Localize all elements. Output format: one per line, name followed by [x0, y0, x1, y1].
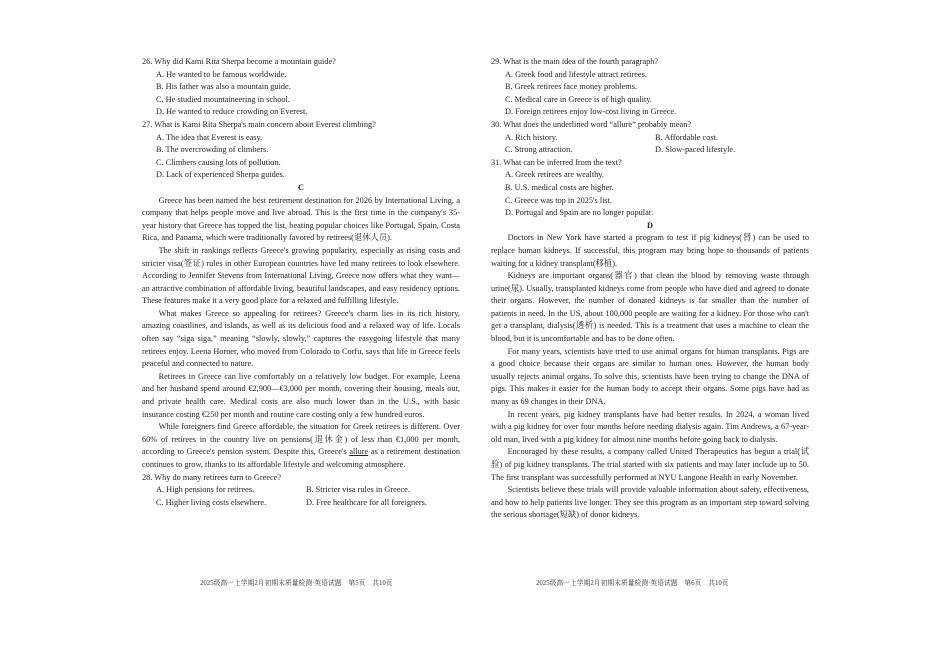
question-29-stem: 29. What is the main idea of the fourth paragraph? — [491, 57, 659, 66]
passage-c-paragraph-2: The shift in rankings reflects Greece's growing popularity, especially as rising costs and stricter visa(签证) rules in other European countries have led many retirees to look elsewhere. According to Jennifer Stevens from International Living, Greece now offers what they want—an attractive combination of affordable living, beautiful landscapes, and easy residency options. These features make it a very good place for a relaxed and fulfilling lifestyle. — [142, 245, 460, 306]
right-page-column — [491, 56, 809, 522]
underlined-word-allure: allure — [349, 447, 369, 457]
question-30-option-a: A. Rich history. — [505, 132, 558, 142]
question-31-option-a: A. Greek retirees are wealthy. — [505, 170, 604, 180]
question-28-options-row-1 — [142, 484, 460, 497]
passage-c-paragraph-1: Greece has been named the best retirement destination for 2026 by International Living, a company that helps people move and live abroad. This is the first time in the company's 35-year history that Greece has topped the list, beating popular choices like Portugal, Spain, Costa Rica, and Panama, which were traditionally favored by retirees(退休人员). — [142, 195, 460, 243]
question-31-option-d: D. Portugal and Spain are no longer popular. — [505, 208, 654, 218]
left-page-footer: 2025级高一上学期2月初期末质量检测·英语试题 第5页 共10页 — [200, 580, 393, 587]
question-31-option-c: C. Greece was top in 2025's list. — [505, 195, 613, 205]
passage-d-paragraph-4: In recent years, pig kidney transplants have had better results. In 2024, a woman lived with a pig kidney for over four months before needing dialysis again. Tim Andrews, a 67-year-old man, lived with a pig kidney for almost nine months before going back to dialysis. — [491, 409, 809, 444]
passage-d-paragraph-1: Doctors in New York have started a program to test if pig kidneys(肾) can be used to replace human kidneys. If successful, this program may bring hope to thousands of patients waiting for a kidney transplant(移植). — [491, 233, 809, 268]
paragraph-5-text-before: While foreigners find Greece affordable, the situation for Greek retirees is different. Over 60% of retirees in the country live on pensions(退休金) of less than €1,000 per month, according to Greece's pension system. Despite this, Greece's — [142, 422, 460, 457]
question-30-option-d: D. Slow-paced lifestyle. — [655, 145, 736, 155]
section-d-heading: D — [647, 220, 653, 230]
passage-d-paragraph-2: Kidneys are important organs(器官) that clean the blood by removing waste through urine(尿). Usually, transplanted kidneys come from people who have died and agreed to donate their organs. However, the number of donated kidneys is far smaller than the number of patients in need. In the US, about 100,000 people are waiting for a kidney. For those who can't get a transplant, dialysis(透析) is needed. This is a treatment that uses a machine to clean the blood, but it is uncomfortable and has to be done often. — [491, 271, 809, 344]
passage-d-paragraph-3: For many years, scientists have tried to use animal organs for human transplants. Pigs are a good choice because their organs are similar to human ones. However, the human body usually rejects animal organs. To solve this, scientists have been trying to change the DNA of pigs. This makes it easier for the human body to accept their organs. Some pigs have had as many as 69 changes in their DNA. — [491, 346, 809, 407]
question-30-option-c: C. Strong attraction. — [505, 145, 573, 155]
question-26-stem: 26. Why did Kami Rita Sherpa become a mountain guide? — [142, 57, 336, 66]
passage-c-paragraph-4: Retirees in Greece can live comfortably on a relatively low budget. For example, Leena and her husband spend around €2,900—€3,000 per month, covering their housing, meals out, and private health care. Medical costs are also much lower than in the U.S., with basic insurance costing €250 per month and routine care costing only a few hundred euros. — [142, 371, 460, 419]
question-26-option-b: B. His father was also a mountain guide. — [156, 82, 291, 92]
section-c-heading: C — [298, 182, 304, 192]
question-29-option-c: C. Medical care in Greece is of high quality. — [505, 94, 652, 104]
passage-d-paragraph-5: Encouraged by these results, a company called United Therapeutics has begun a trial(试验) of pig kidney transplants. The trial started with six patients and may later include up to 50. The first transplant was successfully performed at NYU Langone Health in early November. — [491, 447, 809, 482]
paragraph-5-text-after: as a retirement destination continues to grow, thanks to its affordable lifestyle and welcoming atmosphere. — [142, 447, 461, 469]
question-31-stem: 31. What can be inferred from the text? — [491, 157, 622, 167]
question-26-option-d: D. He wanted to reduce crowding on Everest. — [156, 107, 308, 117]
question-30-stem: 30. What does the underlined word “allure” probably mean? — [491, 119, 692, 129]
question-29-option-a: A. Greek food and lifestyle attract retirees. — [505, 69, 647, 79]
question-28-stem: 28. Why do many retirees turn to Greece? — [142, 472, 281, 482]
question-26-option-a: A. He wanted to be famous worldwide. — [156, 69, 287, 79]
question-28-option-a: A. High pensions for retirees. — [156, 485, 255, 495]
question-28-option-b: B. Stricter visa rules in Greece. — [306, 485, 410, 495]
question-29-option-d: D. Foreign retirees enjoy low-cost living in Greece. — [505, 107, 677, 117]
left-page-column — [142, 56, 460, 509]
question-30-option-b: B. Affordable cost. — [655, 132, 718, 142]
question-27-option-d: D. Lack of experienced Sherpa guides. — [156, 170, 285, 180]
passage-c-paragraph-3: What makes Greece so appealing for retirees? Greece's charm lies in its rich history, amazing coastlines, and islands, as well as its delicious food and a relaxed way of life. Locals often say “siga siga,” meaning “slowly, slowly,” captures the easygoing lifestyle that many retirees enjoy. Leena Horner, who moved from Colorado to Corfu, says that life in Greece feels peaceful and connected to nature. — [142, 308, 460, 369]
right-page-footer: 2025级高一上学期2月初期末质量检测·英语试题 第6页 共10页 — [536, 580, 729, 587]
question-30-options-row-2 — [491, 144, 809, 157]
question-27-option-c: C. Climbers causing lots of pollution. — [156, 157, 281, 167]
question-30-options-row-1 — [491, 132, 809, 145]
question-27-option-b: B. The overcrowding of climbers. — [156, 145, 269, 155]
question-28-options-row-2 — [142, 497, 460, 510]
question-31-option-b: B. U.S. medical costs are higher. — [505, 182, 614, 192]
question-29-option-b: B. Greek retirees face money problems. — [505, 82, 638, 92]
question-28-option-c: C. Higher living costs elsewhere. — [156, 497, 267, 507]
question-27-stem: 27. What is Kami Rita Sherpa's main concern about Everest climbing? — [142, 119, 376, 129]
question-28-option-d: D. Free healthcare for all foreigners. — [306, 497, 427, 507]
passage-d-paragraph-6: Scientists believe these trials will provide valuable information about safety, effectiveness, and how to help patients live longer. They see this program as an important step toward solving the serious shortage(短缺) of donor kidneys. — [491, 485, 809, 520]
question-26-option-c: C. He studied mountaineering in school. — [156, 94, 290, 104]
question-27-option-a: A. The idea that Everest is easy. — [156, 132, 263, 142]
passage-c-paragraph-5 — [142, 421, 460, 471]
